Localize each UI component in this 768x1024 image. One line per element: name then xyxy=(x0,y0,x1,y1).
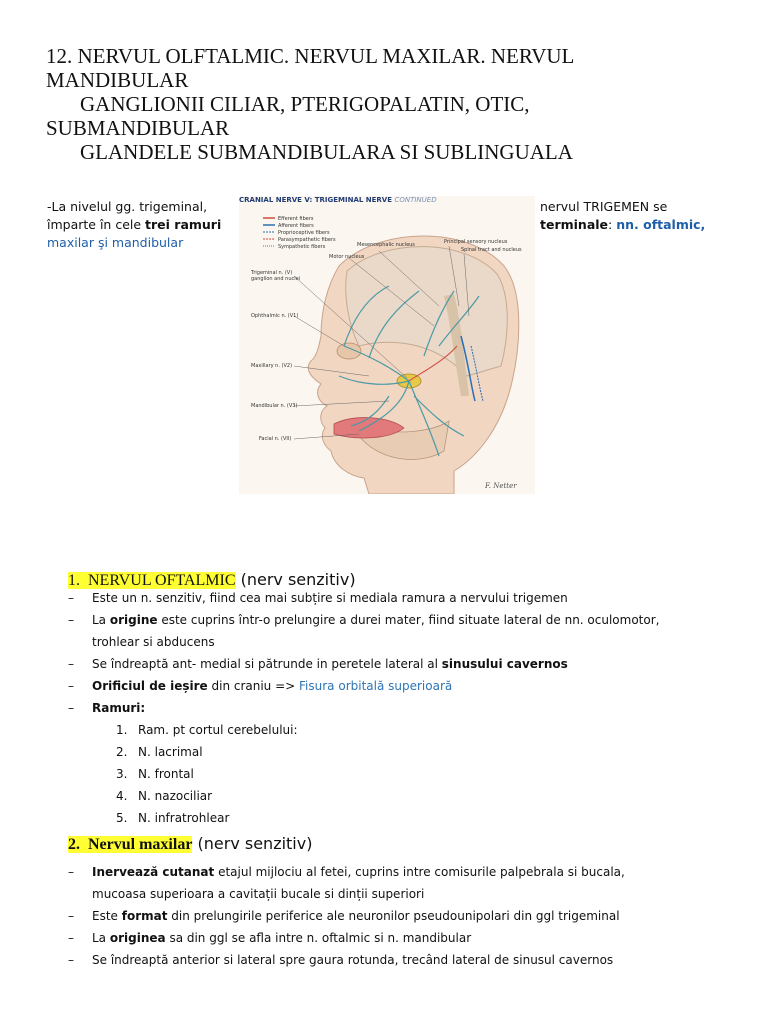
list-item xyxy=(68,653,748,675)
label-facial: Facial n. (VII) xyxy=(259,436,292,442)
bullet-dash: – xyxy=(68,865,74,879)
list-item-text: La xyxy=(92,931,110,945)
branch-label: Ram. pt cortul cerebelului: xyxy=(138,723,298,737)
section-2-number: 2. xyxy=(68,836,80,853)
bullet-dash: – xyxy=(68,591,74,605)
list-item-text: este cuprins într-o prelungire a durei mater, fiind situate lateral de nn. oculomotor, xyxy=(157,613,660,627)
section-2-suffix: (nerv senzitiv) xyxy=(192,834,313,853)
intro-line-1: -La nivelul gg. trigeminal, xyxy=(47,199,208,214)
bullet-dash: – xyxy=(68,953,74,967)
intro-right-line-1: nervul TRIGEMEN se xyxy=(540,199,668,214)
label-mandibular: Mandibular n. (V3) xyxy=(251,403,298,409)
section-2-list xyxy=(68,861,748,971)
legend-proprioceptive: Proprioceptive fibers xyxy=(278,230,330,236)
bullet-dash: – xyxy=(68,657,74,671)
branch-number: 3. xyxy=(116,767,128,781)
trigeminal-nerve-illustration xyxy=(239,196,535,494)
bullet-dash: – xyxy=(68,909,74,923)
list-item-text: La xyxy=(92,613,110,627)
list-item-bold: Orificiul de ieșire xyxy=(92,679,208,693)
page-heading xyxy=(46,44,746,164)
list-item-bold: originea xyxy=(109,931,166,945)
list-item xyxy=(68,905,748,927)
figure-title-suffix: CONTINUED xyxy=(394,196,437,204)
branch-item xyxy=(116,807,298,829)
label-trigeminal-2: ganglion and nuclei xyxy=(251,276,301,282)
branches-list xyxy=(116,719,298,829)
list-item xyxy=(68,861,748,905)
list-item xyxy=(68,927,748,949)
list-item-bold: Ramuri: xyxy=(92,701,146,715)
branch-number: 2. xyxy=(116,745,128,759)
list-item xyxy=(68,609,748,653)
heading-line-3: GANGLIONII CILIAR, PTERIGOPALATIN, OTIC, xyxy=(80,92,530,116)
illustrator-signature: F. Netter xyxy=(485,482,517,490)
intro-right-line-2 xyxy=(540,216,740,234)
intro-line-3: maxilar şi mandibular xyxy=(47,235,184,250)
intro-three-branches: trei ramuri xyxy=(145,217,222,232)
branch-item xyxy=(116,741,298,763)
list-item-bold: format xyxy=(121,909,168,923)
intro-left-text xyxy=(47,198,237,252)
branch-label: N. nazociliar xyxy=(138,789,213,803)
label-motor: Motor nucleus xyxy=(329,254,365,260)
branch-item xyxy=(116,785,298,807)
label-spinal: Spinal tract and nucleus xyxy=(461,247,522,253)
section-1-suffix: (nerv senzitiv) xyxy=(235,570,356,589)
branch-label: N. infratrohlear xyxy=(138,811,230,825)
section-2-title xyxy=(68,834,312,855)
section-1-name: NERVUL OFTALMIC xyxy=(88,572,236,589)
list-item-bold: Inervează cutanat xyxy=(92,865,215,879)
label-ophthalmic: Ophthalmic n. (V1) xyxy=(251,313,299,319)
branch-item xyxy=(116,719,298,741)
list-item-text: etajul mijlociu al fetei, cuprins intre comisurile palpebrala si bucala, xyxy=(214,865,625,879)
heading-line-1: 12. NERVUL OLFTALMIC. NERVUL MAXILAR. NERVUL xyxy=(46,44,575,68)
heading-line-5: GLANDELE SUBMANDIBULARA SI SUBLINGUALA xyxy=(80,140,573,164)
list-item-text: Se îndreaptă anterior si lateral spre gaura rotunda, trecând lateral de sinusul cavernos xyxy=(92,953,614,967)
section-2-name: Nervul maxilar xyxy=(88,836,193,853)
bullet-dash: – xyxy=(68,701,74,715)
list-item-text: trohlear si abducens xyxy=(92,635,215,649)
list-item-bold: sinusului cavernos xyxy=(441,657,568,671)
superior-orbital-fissure-link[interactable]: Fisura orbitală superioară xyxy=(299,679,453,693)
figure-title-text: CRANIAL NERVE V: TRIGEMINAL NERVE xyxy=(239,196,392,204)
list-item-text: Este xyxy=(92,909,122,923)
list-item-text: din prelungirile periferice ale neuronilor pseudounipolari din ggl trigeminal xyxy=(167,909,620,923)
list-item xyxy=(68,697,748,719)
list-item xyxy=(68,949,748,971)
intro-terminal: terminale xyxy=(540,217,609,232)
list-item-text: din craniu => xyxy=(207,679,300,693)
branch-number: 1. xyxy=(116,723,128,737)
intro-colon: : xyxy=(608,217,617,232)
section-1-number: 1. xyxy=(68,572,80,589)
intro-right-text xyxy=(540,198,740,234)
heading-line-4: SUBMANDIBULAR xyxy=(46,116,230,140)
list-item-text: Se îndreaptă ant- medial si pătrunde in peretele lateral al xyxy=(92,657,442,671)
bullet-dash: – xyxy=(68,679,74,693)
label-maxillary: Maxillary n. (V2) xyxy=(251,363,293,369)
branch-label: N. frontal xyxy=(138,767,194,781)
heading-line-2: MANDIBULAR xyxy=(46,68,189,92)
head-anatomy-drawing xyxy=(239,196,535,494)
list-item xyxy=(68,587,748,609)
section-1-list xyxy=(68,587,748,719)
legend-efferent: Efferent fibers xyxy=(278,216,314,222)
list-item-text: mucoasa superioara a cavitații bucale si dinții superiori xyxy=(92,887,425,901)
label-trigeminal-1: Trigeminal n. (V) xyxy=(251,270,293,276)
branch-number: 4. xyxy=(116,789,128,803)
branch-item xyxy=(116,763,298,785)
intro-line-2-text: împarte în cele xyxy=(47,217,146,232)
intro-line-2 xyxy=(47,216,237,234)
legend-parasympathetic: Parasympathetic fibers xyxy=(278,237,336,243)
section-2-highlight xyxy=(68,836,192,853)
label-mesencephalic: Mesencephalic nucleus xyxy=(357,242,415,248)
list-item-text: Este un n. senzitiv, fiind cea mai subțire si mediala ramura a nervului trigemen xyxy=(92,591,568,605)
bullet-dash: – xyxy=(68,931,74,945)
intro-ophthalmic-link: nn. oftalmic, xyxy=(616,217,706,232)
bullet-dash: – xyxy=(68,613,74,627)
label-principal: Principal sensory nucleus xyxy=(444,239,508,245)
list-item-text: sa din ggl se afla intre n. oftalmic si n. mandibular xyxy=(165,931,472,945)
branch-number: 5. xyxy=(116,811,128,825)
list-item-bold: origine xyxy=(109,613,158,627)
branch-label: N. lacrimal xyxy=(138,745,203,759)
legend-sympathetic: Sympathetic fibers xyxy=(278,244,326,250)
legend-afferent: Afferent fibers xyxy=(278,223,314,229)
list-item xyxy=(68,675,748,697)
